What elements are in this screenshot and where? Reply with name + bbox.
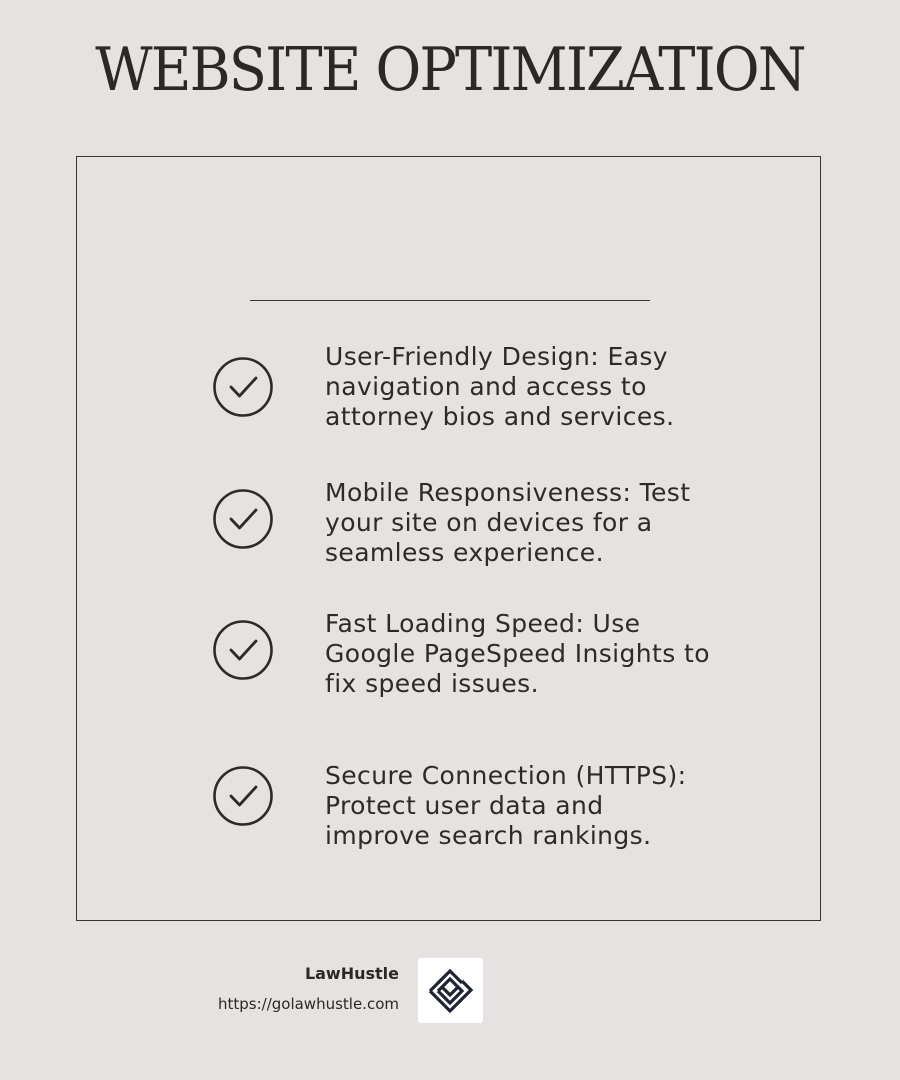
item-text <box>325 761 755 851</box>
check-circle-icon <box>212 619 274 681</box>
item-text-line: navigation and access to <box>325 372 647 401</box>
lawhustle-logo-icon <box>418 958 483 1023</box>
website-url[interactable]: https://golawhustle.com <box>217 995 399 1013</box>
item-text <box>325 342 755 432</box>
divider-line <box>250 300 650 301</box>
item-text-line: Google PageSpeed Insights to <box>325 639 710 668</box>
item-text-line: your site on devices for a <box>325 508 653 537</box>
item-text-line: Mobile Responsiveness: Test <box>325 478 691 507</box>
check-circle-icon <box>212 765 274 827</box>
item-text <box>325 609 755 699</box>
page-title: WEBSITE OPTIMIZATION <box>95 35 805 105</box>
item-text <box>325 478 755 568</box>
item-text-line: User-Friendly Design: Easy <box>325 342 668 371</box>
item-text-line: fix speed issues. <box>325 669 539 698</box>
item-text-line: improve search rankings. <box>325 821 652 850</box>
item-text-line: Secure Connection (HTTPS): <box>325 761 687 790</box>
item-text-line: Fast Loading Speed: Use <box>325 609 641 638</box>
item-text-line: seamless experience. <box>325 538 604 567</box>
check-circle-icon <box>212 356 274 418</box>
check-circle-icon <box>212 488 274 550</box>
item-text-line: Protect user data and <box>325 791 604 820</box>
item-text-line: attorney bios and services. <box>325 402 675 431</box>
brand-name: LawHustle <box>304 964 399 983</box>
